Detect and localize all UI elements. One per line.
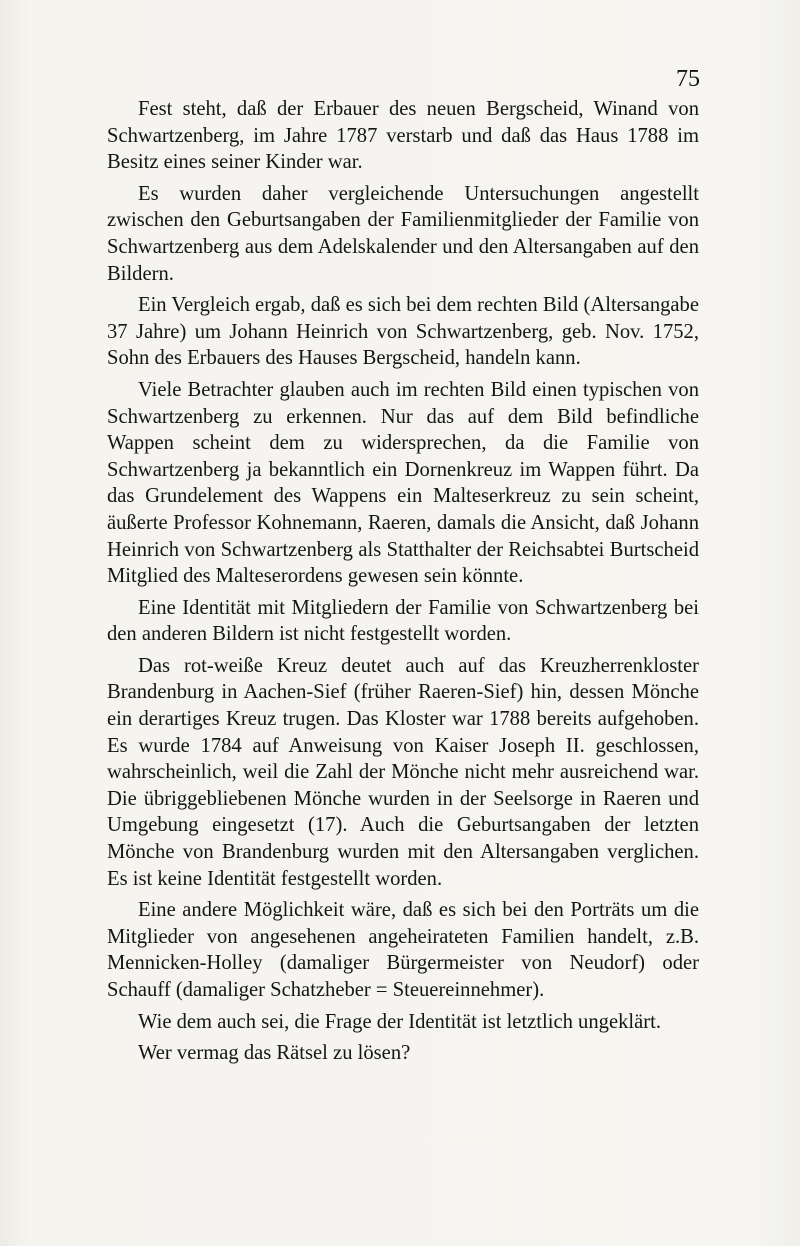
paragraph-5: Eine Identität mit Mitgliedern der Familie von Schwartzenberg bei den anderen Bildern ist nicht festgestellt worden. <box>107 596 699 646</box>
paragraph-1: Fest steht, daß der Erbauer des neuen Bergscheid, Winand von Schwartzenberg, im Jahre 1787 verstarb und daß das Haus 1788 im Besitz eines seiner Kinder war. <box>107 98 699 174</box>
paragraph-4: Viele Betrachter glauben auch im rechten Bild einen typischen von Schwartzenberg zu erkennen. Nur das auf dem Bild befindliche Wappen scheint dem zu widersprechen, da die Familie von Schwartzenberg ja bekanntlich ein Dornenkreuz im Wappen führt. Da das Grundelement des Wappens ein Malteserkreuz zu sein scheint, äußerte Professor Kohnemann, Raeren, damals die Ansicht, daß Johann Heinrich von Schwartzenberg als Statthalter der Reichsabtei Burtscheid Mitglied des Malteserordens gewesen sein könnte. <box>107 378 699 588</box>
paragraph-9: Wer vermag das Rätsel zu lösen? <box>138 1042 411 1065</box>
paragraph-8: Wie dem auch sei, die Frage der Identität ist letztlich ungeklärt. <box>138 1010 661 1033</box>
body-text <box>107 96 699 1067</box>
paragraph-2: Es wurden daher vergleichende Untersuchungen angestellt zwischen den Geburtsangaben der Familienmitglieder der Familie von Schwartzenberg aus dem Adelskalender und den Altersangaben auf den Bildern. <box>107 182 699 285</box>
paragraph-6: Das rot-weiße Kreuz deutet auch auf das Kreuzherrenkloster Brandenburg in Aachen-Sief (früher Raeren-Sief) hin, dessen Mönche ein derartiges Kreuz trugen. Das Kloster war 1788 bereits aufgehoben. Es wurde 1784 auf Anweisung von Kaiser Joseph II. geschlossen, wahrscheinlich, weil die Zahl der Mönche nicht mehr ausreichend war. Die übriggebliebenen Mönche wurden in der Seelsorge in Raeren und Umgebung eingesetzt (17). Auch die Geburtsangaben der letzten Mönche von Brandenburg wurden mit den Altersangaben verglichen. Es ist keine Identität festgestellt worden. <box>107 654 699 890</box>
paragraph-3: Ein Vergleich ergab, daß es sich bei dem rechten Bild (Altersangabe 37 Jahre) um Johann Heinrich von Schwartzenberg, geb. Nov. 1752, Sohn des Erbauers des Hauses Bergscheid, handeln kann. <box>107 294 699 370</box>
paragraph-7: Eine andere Möglichkeit wäre, daß es sich bei den Porträts um die Mitglieder von angesehenen angeheirateten Familien handelt, z.B. Mennicken-Holley (damaliger Bürgermeister von Neudorf) oder Schauff (damaliger Schatzheber = Steuereinnehmer). <box>107 899 699 1001</box>
page-number: 75 <box>676 66 700 92</box>
